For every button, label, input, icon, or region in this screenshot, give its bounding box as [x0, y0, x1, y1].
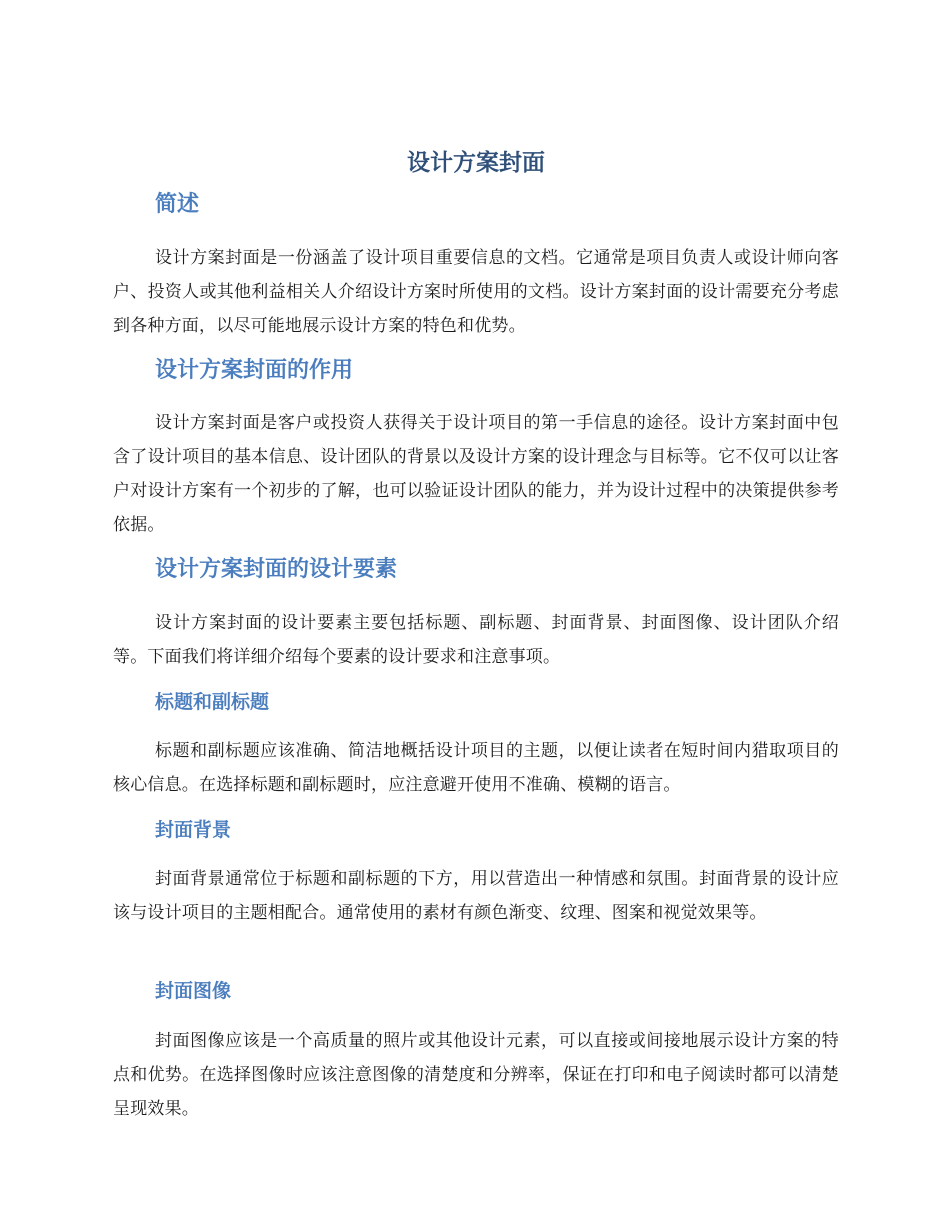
- section-paragraph-elements: 设计方案封面的设计要素主要包括标题、副标题、封面背景、封面图像、设计团队介绍等。下面我们将详细介绍每个要素的设计要求和注意事项。: [113, 613, 839, 667]
- subsection-paragraph-image: 封面图像应该是一个高质量的照片或其他设计元素，可以直接或间接地展示设计方案的特点和优势。在选择图像时应该注意图像的清楚度和分辨率，保证在打印和电子阅读时都可以清楚呈现效果。: [113, 1031, 839, 1119]
- subsection-paragraph-title: 标题和副标题应该准确、简洁地概括设计项目的主题，以便让读者在短时间内猎取项目的核心信息。在选择标题和副标题时，应注意避开使用不准确、模糊的语言。: [113, 741, 839, 795]
- subsection-paragraph-background: 封面背景通常位于标题和副标题的下方，用以营造出一种情感和氛围。封面背景的设计应该与设计项目的主题相配合。通常使用的素材有颜色渐变、纹理、图案和视觉效果等。: [113, 869, 839, 923]
- document-title: 设计方案封面: [407, 150, 545, 176]
- section-paragraph-overview: 设计方案封面是一份涵盖了设计项目重要信息的文档。它通常是项目负责人或设计师向客户、投资人或其他利益相关人介绍设计方案时所使用的文档。设计方案封面的设计需要充分考虑到各种方面，以尽可能地展示设计方案的特色和优势。: [113, 248, 839, 336]
- subsection-heading-title: 标题和副标题: [155, 691, 270, 713]
- section-heading-purpose: 设计方案封面的作用: [155, 358, 354, 383]
- section-paragraph-purpose: 设计方案封面是客户或投资人获得关于设计项目的第一手信息的途径。设计方案封面中包含了设计项目的基本信息、设计团队的背景以及设计方案的设计理念与目标等。它不仅可以让客户对设计方案有一个初步的了解，也可以验证设计团队的能力，并为设计过程中的决策提供参考依据。: [113, 413, 839, 535]
- section-heading-elements: 设计方案封面的设计要素: [155, 557, 398, 582]
- section-heading-overview: 简述: [155, 192, 200, 217]
- subsection-heading-image: 封面图像: [155, 980, 232, 1002]
- subsection-heading-background: 封面背景: [155, 819, 232, 841]
